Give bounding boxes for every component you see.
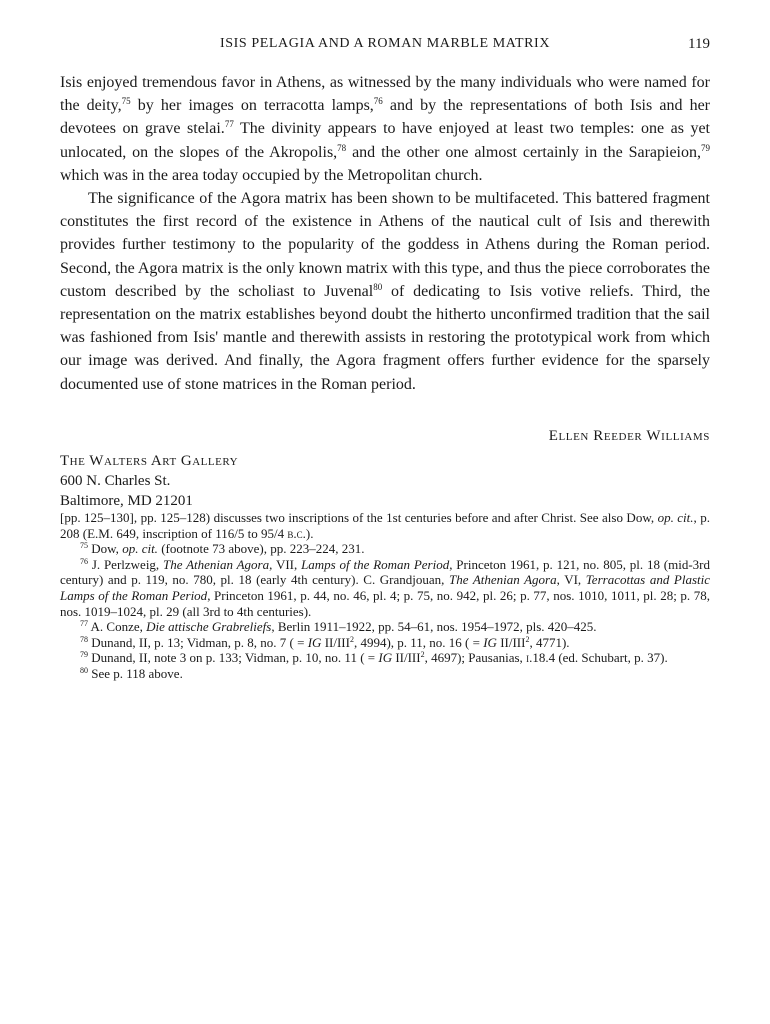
page-number: 119 [688,36,710,52]
footnote-ref-75: 75 [121,96,131,107]
author-address [60,451,238,511]
city-state-zip: Baltimore, MD 21201 [60,493,193,509]
footnote-77: $^{77}$ A. Conze, Die attische Grabreliefs, Berlin 1911–1922, pp. 54–61, nos. 1954–1972, pls. 420–425. [80,619,597,635]
footnote-continuation: [pp. 125–130], pp. 125–128) discusses two inscriptions of the 1st centuries before and after Christ. See also Dow, op. cit., p. 208 (E.M. 649, inscription of 116/5 to 95/4 b.c.). [60,510,710,541]
footnote-ref-80: 80 [373,281,383,292]
paragraph-1: Isis enjoyed tremendous favor in Athens, as witnessed by the many individuals who were named for the deity,$^{75}$ by her images on terracotta lamps,$^{76}$ and by the representations of both Isis and her devotees on grave stelai.$^{77}$ The divinity appears to have enjoyed at least two temples: one as yet unlocated, on the slopes of the Akropolis,$^{78}$ and the other one almost certainly in the Sarapieion,$^{79}$ which was in the area today occupied by the Metropolitan church. [60,74,711,184]
footnote-76: $^{76}$ J. Perlzweig, The Athenian Agora, VII, Lamps of the Roman Period, Princeton 1961, p. 121, no. 805, pl. 18 (mid-3rd century) and p. 119, no. 780, pl. 18 (early 4th century). C. Grandjouan, The Athenian Agora, VI, Terracottas and Plastic Lamps of the Roman Period, Princeton 1961, p. 44, no. 46, pl. 4; p. 75, no. 942, pl. 26; p. 77, nos. 1010, 1011, pl. 28; p. 78, nos. 1019–1024, pl. 29 (all 3rd to 4th centuries). [60,556,711,619]
footnote-75: $^{75}$ Dow, op. cit. (footnote 73 above), pp. 223–224, 231. [80,541,365,557]
footnotes [60,510,710,682]
body-text [60,71,710,396]
footnote-79: $^{79}$ Dunand, II, note 3 on p. 133; Vidman, p. 10, no. 11 ( = IG II/III$^2$, 4697); Pausanias, i.18.4 (ed. Schubart, p. 37). [80,650,668,666]
footnote-ref-78: 78 [337,142,347,153]
footnote-ref-77: 77 [224,119,234,130]
author-name: Ellen Reeder Williams [548,428,710,444]
running-head [60,36,710,56]
footnote-ref-76: 76 [373,96,383,107]
institution: The Walters Art Gallery [60,453,239,469]
footnote-ref-79: 79 [701,142,710,153]
street-address: 600 N. Charles St. [60,473,171,489]
footnote-78: $^{78}$ Dunand, II, p. 13; Vidman, p. 8, no. 7 ( = IG II/III$^2$, 4994), p. 11, no. 16 ( = IG II/III$^2$, 4771). [80,634,570,650]
footnote-80: $^{80}$ See p. 118 above. [80,665,183,681]
running-title: ISIS PELAGIA AND A ROMAN MARBLE MATRIX [219,36,551,51]
paragraph-2: The significance of the Agora matrix has been shown to be multifaceted. This battered fragment constitutes the first record of the existence in Athens of the nautical cult of Isis and therewith provides further testimony to the popularity of the goddess in Athens during the Roman period. Second, the Agora matrix is the only known matrix with this type, and thus the piece corroborates the custom described by the scholiast to Juvenal$^{80}$ of dedicating to Isis votive reliefs. Third, the representation on the matrix establishes beyond doubt the hitherto unconfirmed tradition that the sail was fashioned from Isis' mantle and therewith assists in restoring the prototypical work from which our image was derived. And finally, the Agora fragment offers further evidence for the sparsely documented use of stone matrices in the Roman period. [60,190,710,393]
